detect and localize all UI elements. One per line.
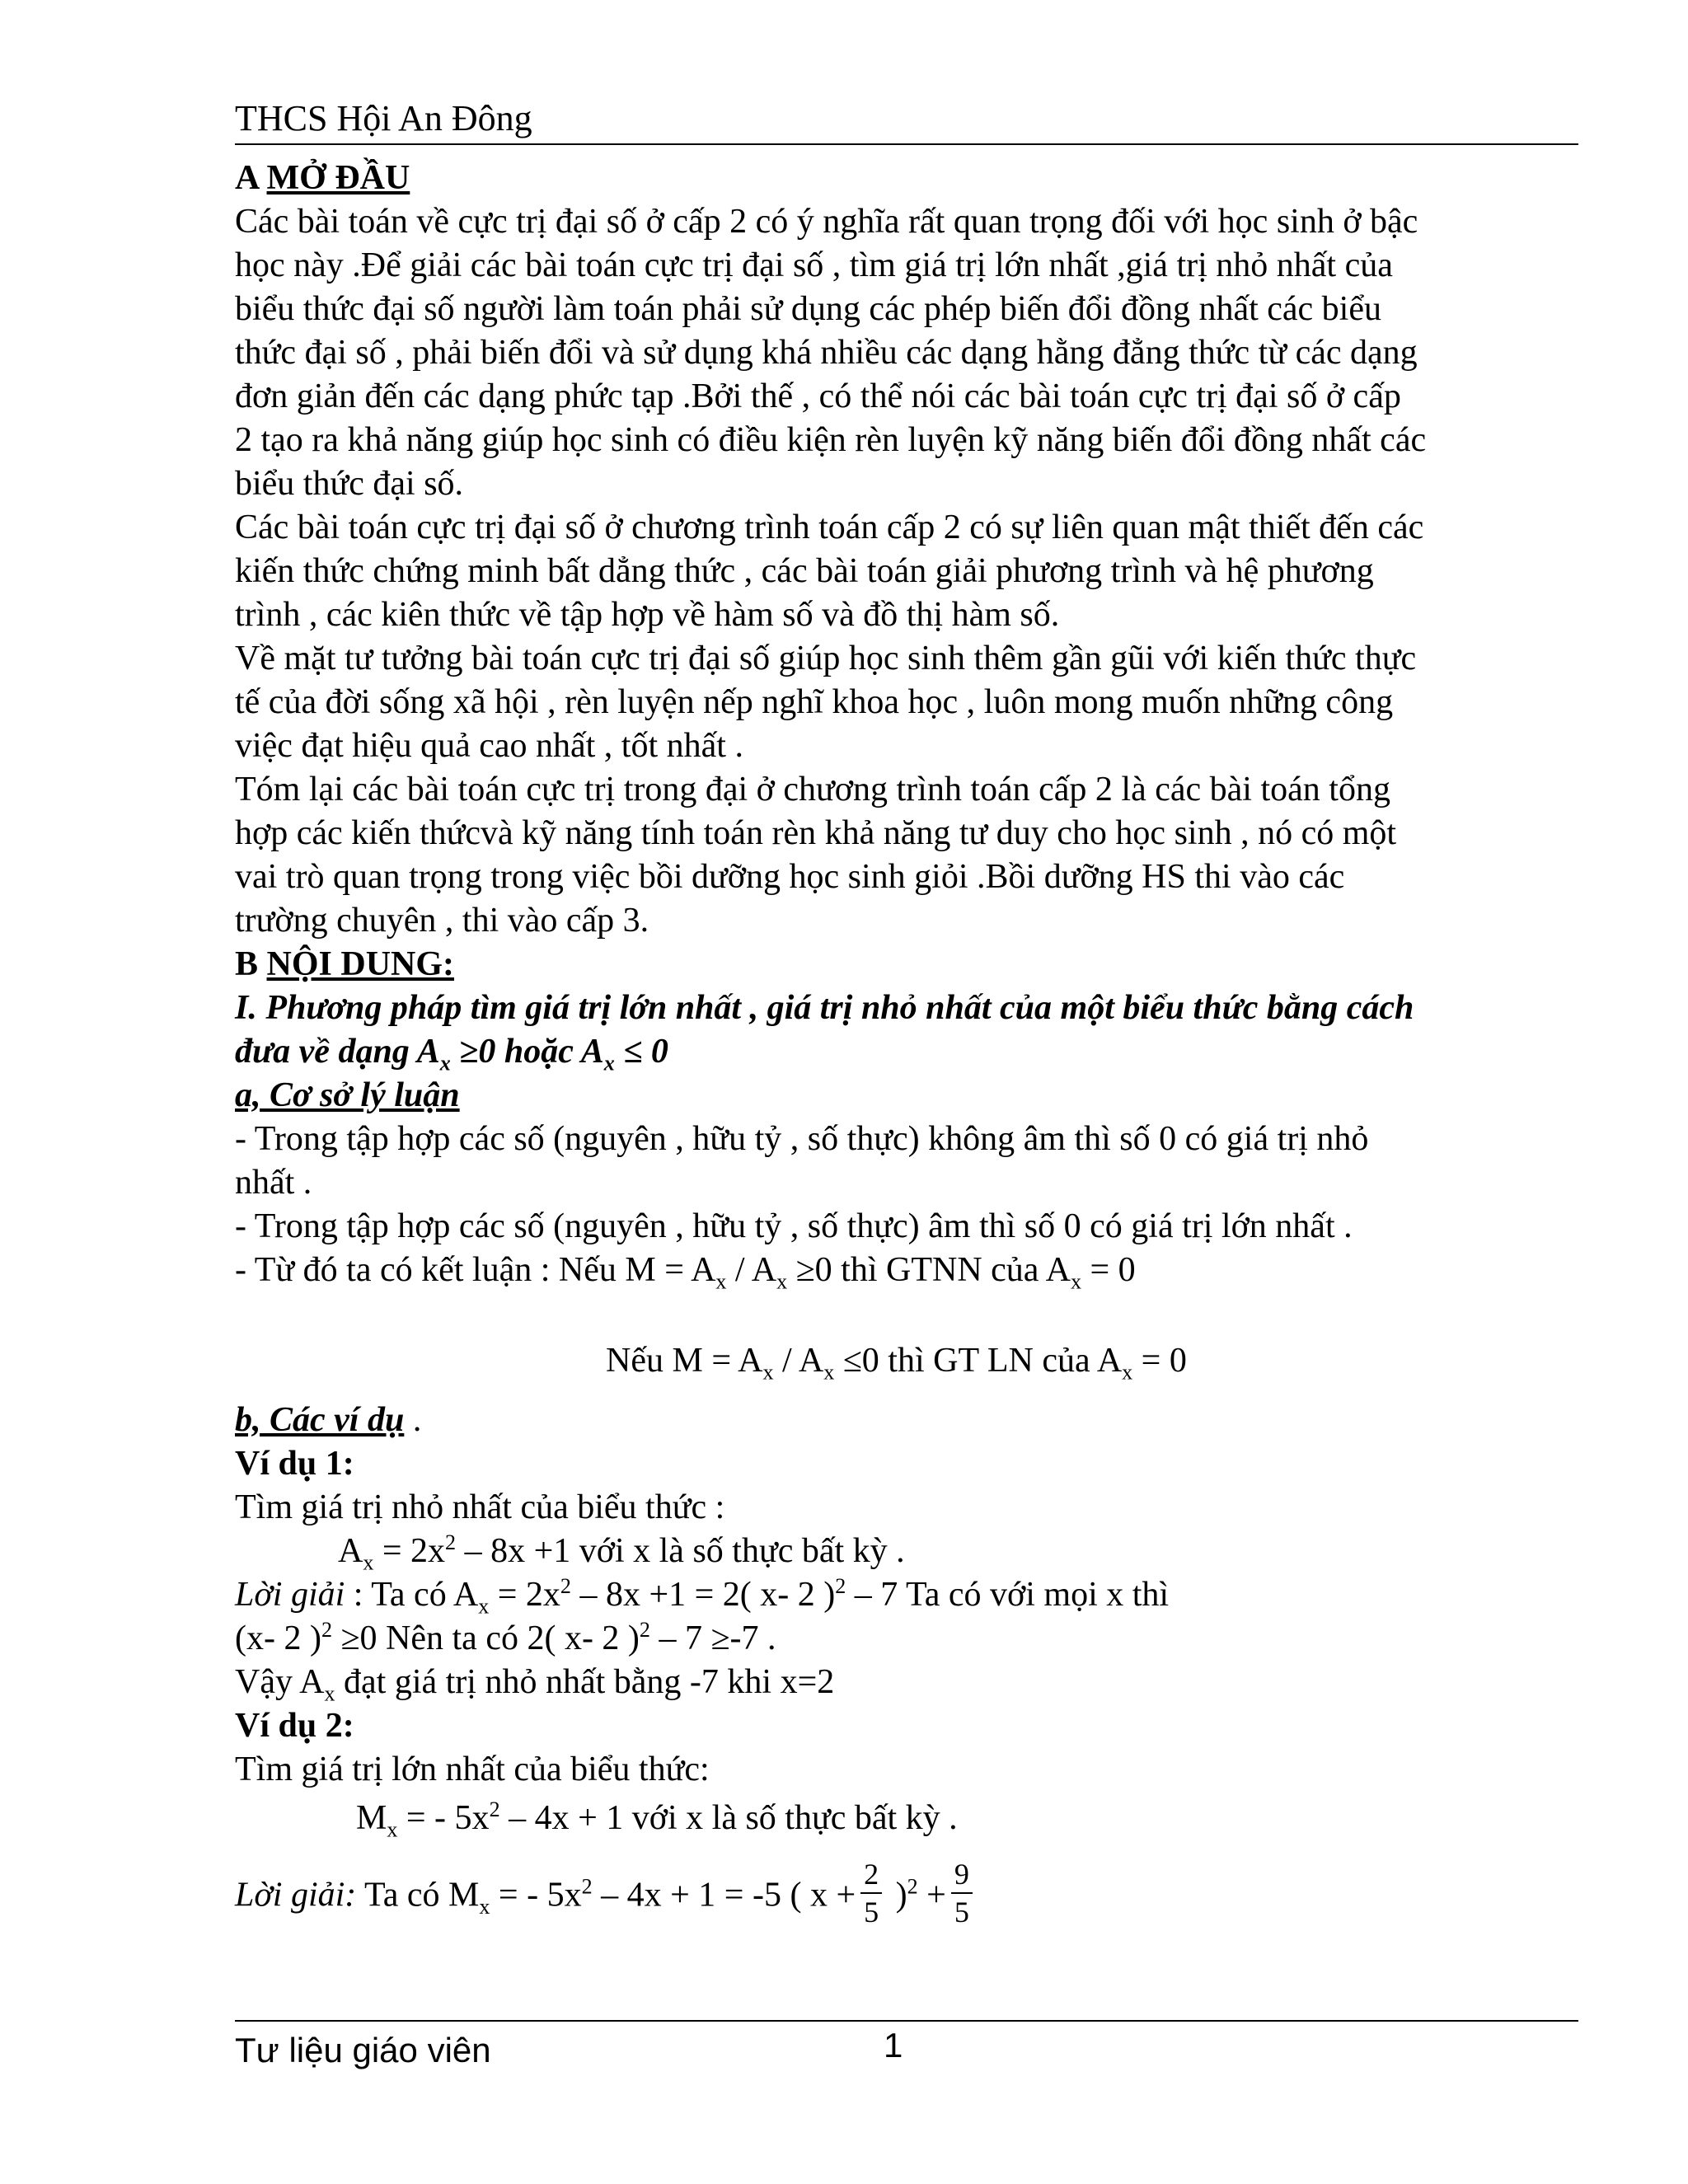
- paragraph-line: Về mặt tư tưởng bài toán cực trị đại số giúp học sinh thêm gần gũi với kiến thức thực: [235, 640, 1417, 677]
- basis-line: - Trong tập hợp các số (nguyên , hữu tỷ , số thực) âm thì số 0 có giá trị lớn nhất .: [235, 1207, 1353, 1245]
- paragraph-line: biểu thức đại số.: [235, 465, 464, 503]
- fraction-two-fifths: $\frac{2}{5}$: [860, 1856, 882, 1930]
- paragraph-line: việc đạt hiệu quả cao nhất , tốt nhất .: [235, 727, 743, 765]
- header-rule: [235, 143, 1578, 145]
- paragraph-line: kiến thức chứng minh bất dẳng thức , các bài toán giải phương trình và hệ phương: [235, 552, 1374, 590]
- example-1-prompt: Tìm giá trị nhỏ nhất của biểu thức :: [235, 1488, 725, 1526]
- section-a-heading: A MỞ ĐẦU: [235, 159, 410, 197]
- section-a-title: MỞ ĐẦU: [266, 159, 410, 197]
- page-number: 1: [884, 2026, 903, 2064]
- footer-rule: [235, 2020, 1578, 2022]
- method-title: I. Phương pháp tìm giá trị lớn nhất , giá trị nhỏ nhất của một biểu thức bằng cách: [235, 989, 1414, 1027]
- section-b-heading: B NỘI DUNG:: [235, 945, 455, 983]
- basis-line: nhất .: [235, 1164, 312, 1202]
- example-1-expression: $A_x = 2x^2 - 8x +1$ với x là số thực bất kỳ .: [338, 1530, 905, 1575]
- example-2-solution: Lời giải: Ta có $M_x$ = - $5x^2 - 4x + 1 = -5$ ( x + $\frac{2}{5}$ )$^2$ + $\frac{9}{5}$: [235, 1861, 978, 1935]
- paragraph-line: Các bài toán về cực trị đại số ở cấp 2 có ý nghĩa rất quan trọng đối với học sinh ở bậc: [235, 203, 1418, 241]
- footer-left: Tư liệu giáo viên: [235, 2031, 491, 2069]
- page-header: THCS Hội An Đông: [235, 98, 532, 138]
- example-1-solution: Lời giải : Ta có $A_x = 2x^2 - 8x +1 = 2$( x- 2 )$^2$ – 7 Ta có với mọi x thì: [235, 1574, 1170, 1619]
- basis-conclusion-max: Nếu $M = A_x / A_x \le 0$ thì GT LN của $A_x = 0$: [606, 1342, 1187, 1385]
- paragraph-line: Các bài toán cực trị đại số ở chương trình toán cấp 2 có sự liên quan mật thiết đến các: [235, 509, 1424, 546]
- example-2-title: Ví dụ 2:: [235, 1707, 354, 1745]
- paragraph-line: biểu thức đại số người làm toán phải sử dụng các phép biến đổi đồng nhất các biểu: [235, 290, 1381, 328]
- example-1-solution-line2: (x- 2 )$^2$ ≥0 Nên ta có 2( x- 2 )$^2$ – 7 ≥-7 .: [235, 1618, 776, 1657]
- paragraph-line: 2 tạo ra khả năng giúp học sinh có điều kiện rèn luyện kỹ năng biến đổi đồng nhất các: [235, 421, 1427, 459]
- paragraph-line: học này .Để giải các bài toán cực trị đại số , tìm giá trị lớn nhất ,giá trị nhỏ nhất của: [235, 246, 1393, 284]
- paragraph-line: trình , các kiên thức về tập hợp về hàm số và đồ thị hàm số.: [235, 596, 1060, 634]
- paragraph-line: hợp các kiến thứcvà kỹ năng tính toán rèn khả năng tư duy cho học sinh , nó có một: [235, 814, 1397, 852]
- paragraph-line: trường chuyên , thi vào cấp 3.: [235, 902, 649, 940]
- paragraph-line: vai trò quan trọng trong việc bồi dưỡng học sinh giỏi .Bồi dưỡng HS thi vào các: [235, 858, 1345, 896]
- example-1-title: Ví dụ 1:: [235, 1445, 354, 1483]
- basis-line: - Trong tập hợp các số (nguyên , hữu tỷ , số thực) không âm thì số 0 có giá trị nhỏ: [235, 1120, 1369, 1158]
- example-2-prompt: Tìm giá trị lớn nhất của biểu thức:: [235, 1750, 710, 1788]
- basis-conclusion: - Từ đó ta có kết luận : Nếu $M = A_x / A_x \ge 0$ thì GTNN của $A_x = 0$: [235, 1251, 1136, 1294]
- basis-heading: a, Cơ sở lý luận: [235, 1076, 460, 1114]
- fraction-nine-fifths: $\frac{9}{5}$: [951, 1856, 973, 1930]
- example-2-expression: $M_x$ = - $5x^2 - 4x + 1$ với x là số thực bất kỳ .: [356, 1797, 958, 1842]
- paragraph-line: Tóm lại các bài toán cực trị trong đại ở chương trình toán cấp 2 là các bài toán tổng: [235, 771, 1390, 808]
- paragraph-line: đơn giản đến các dạng phức tạp .Bởi thế , có thể nói các bài toán cực trị đại số ở cấp: [235, 377, 1401, 415]
- paragraph-line: thức đại số , phải biến đổi và sử dụng khá nhiều các dạng hằng đẳng thức từ các dạng: [235, 334, 1418, 372]
- examples-heading: b, Các ví dụ .: [235, 1401, 422, 1439]
- section-b-title: NỘI DUNG:: [266, 945, 455, 983]
- method-title-cont: đưa về dạng $A_x \ge 0$ hoặc $A_x \le 0$: [235, 1033, 668, 1076]
- paragraph-line: tế của đời sống xã hội , rèn luyện nếp nghĩ khoa học , luôn mong muốn những công: [235, 683, 1394, 721]
- example-1-conclusion: Vậy $A_x$ đạt giá trị nhỏ nhất bằng -7 khi x=2: [235, 1663, 835, 1706]
